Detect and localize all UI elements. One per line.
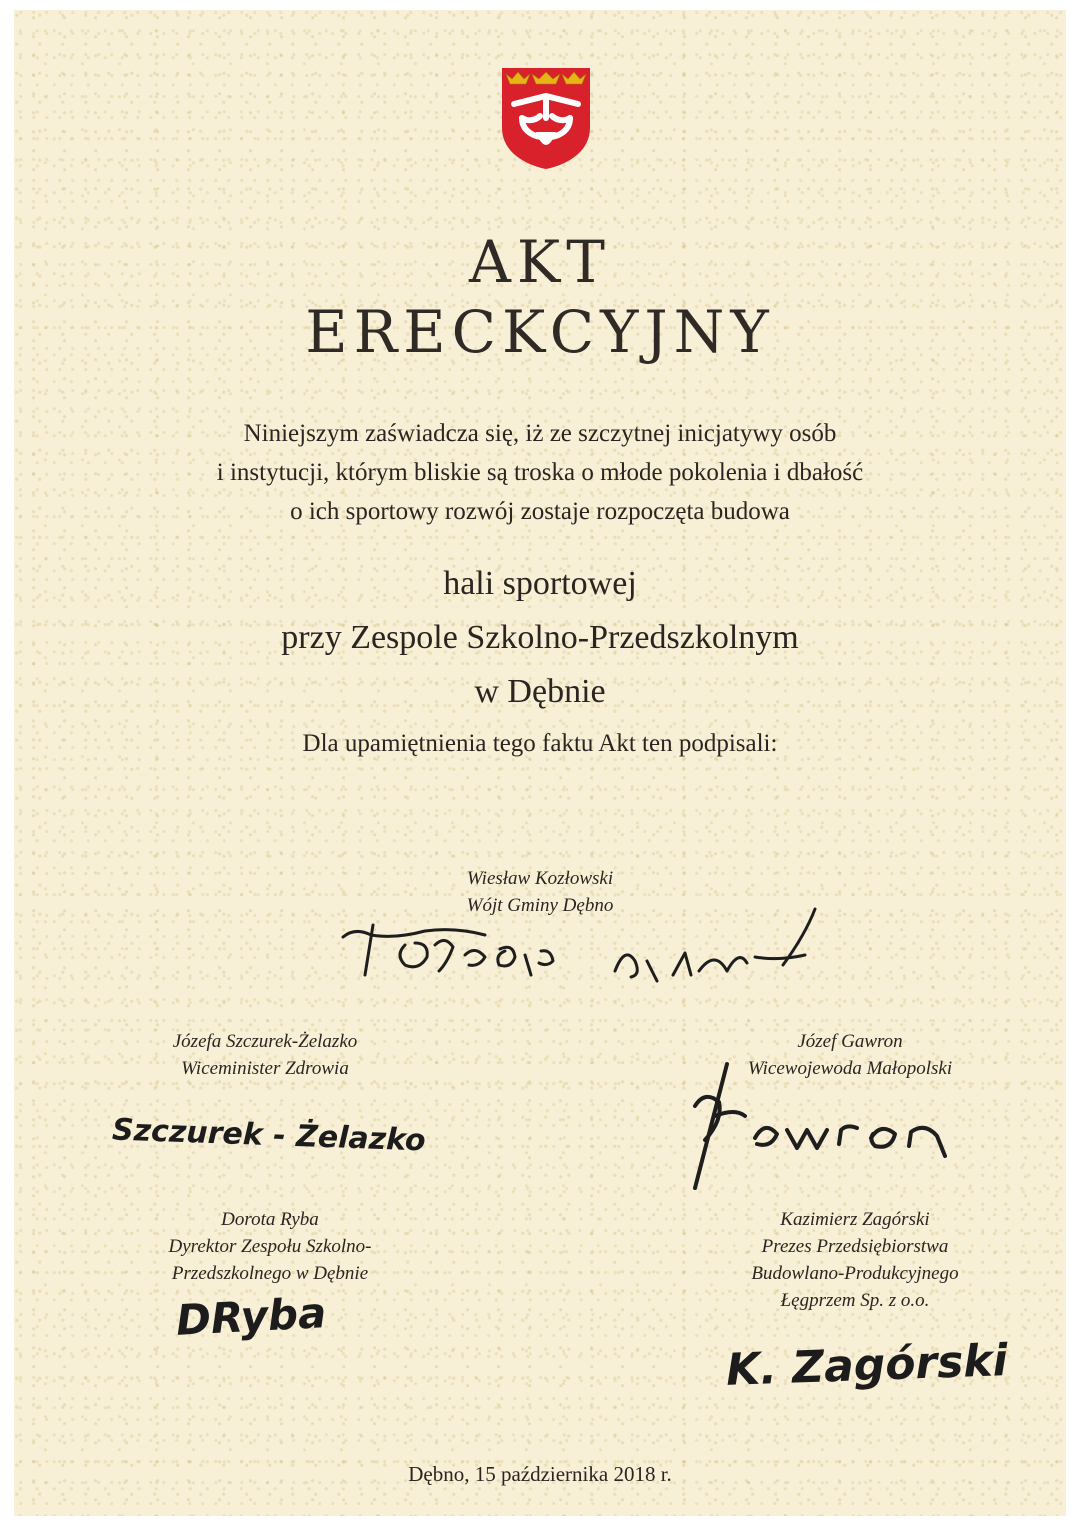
company-president-signature: K. Zagórski <box>725 1335 1009 1396</box>
signer-title: Wójt Gminy Dębno <box>466 895 614 916</box>
signer-title-line-1: Dyrektor Zespołu Szkolno- <box>168 1236 372 1257</box>
signer-name: Józef Gawron <box>797 1031 903 1052</box>
intro-line-1: Niniejszym zaświadcza się, iż ze szczytnej inicjatywy osób <box>243 420 837 447</box>
signer-title-line-2: Przedszkolnego w Dębnie <box>171 1263 369 1284</box>
signer-title: Wiceminister Zdrowia <box>181 1058 349 1079</box>
signer-name: Wiesław Kozłowski <box>466 868 614 889</box>
signer-title-line-1: Prezes Przedsiębiorstwa <box>761 1236 949 1257</box>
signer-name: Kazimierz Zagórski <box>780 1209 930 1230</box>
signer-title-line-3: Łęgprzem Sp. z o.o. <box>780 1290 930 1311</box>
subject-line-1: hali sportowej <box>443 565 637 602</box>
intro-line-2: i instytucji, którym bliskie są troska o młode pokolenia i dbałość <box>216 459 864 486</box>
signer-title-line-2: Budowlano-Produkcyjnego <box>751 1263 959 1284</box>
signer-company-president <box>700 1206 1010 1314</box>
mayor-signature <box>335 905 825 1000</box>
signer-vice-minister <box>120 1028 410 1082</box>
coat-of-arms-icon <box>500 66 592 170</box>
signer-name: Józefa Szczurek-Żelazko <box>172 1031 358 1052</box>
subject-line-2: przy Zespole Szkolno-Przedszkolnym <box>281 619 799 656</box>
director-signature: DRyba <box>174 1288 328 1345</box>
vice-minister-signature: Szczurek - Żelazko <box>111 1112 427 1159</box>
vice-governor-signature <box>675 1060 975 1200</box>
intro-line-3: o ich sportowy rozwój zostaje rozpoczęta budowa <box>290 498 790 525</box>
signer-director <box>110 1206 430 1287</box>
signer-title: Wicewojewoda Małopolski <box>747 1058 953 1079</box>
signer-name: Dorota Ryba <box>221 1209 319 1230</box>
document-title-line-2: ERECKCYJNY <box>305 298 775 366</box>
intro-paragraph <box>0 414 1080 531</box>
place-and-date: Dębno, 15 października 2018 r. <box>408 1462 672 1486</box>
commemoration-text: Dla upamiętnienia tego faktu Akt ten podpisali: <box>302 730 778 757</box>
subject-block <box>0 557 1080 719</box>
subject-line-3: w Dębnie <box>474 673 606 710</box>
document-title-line-1: AKT <box>469 228 611 296</box>
